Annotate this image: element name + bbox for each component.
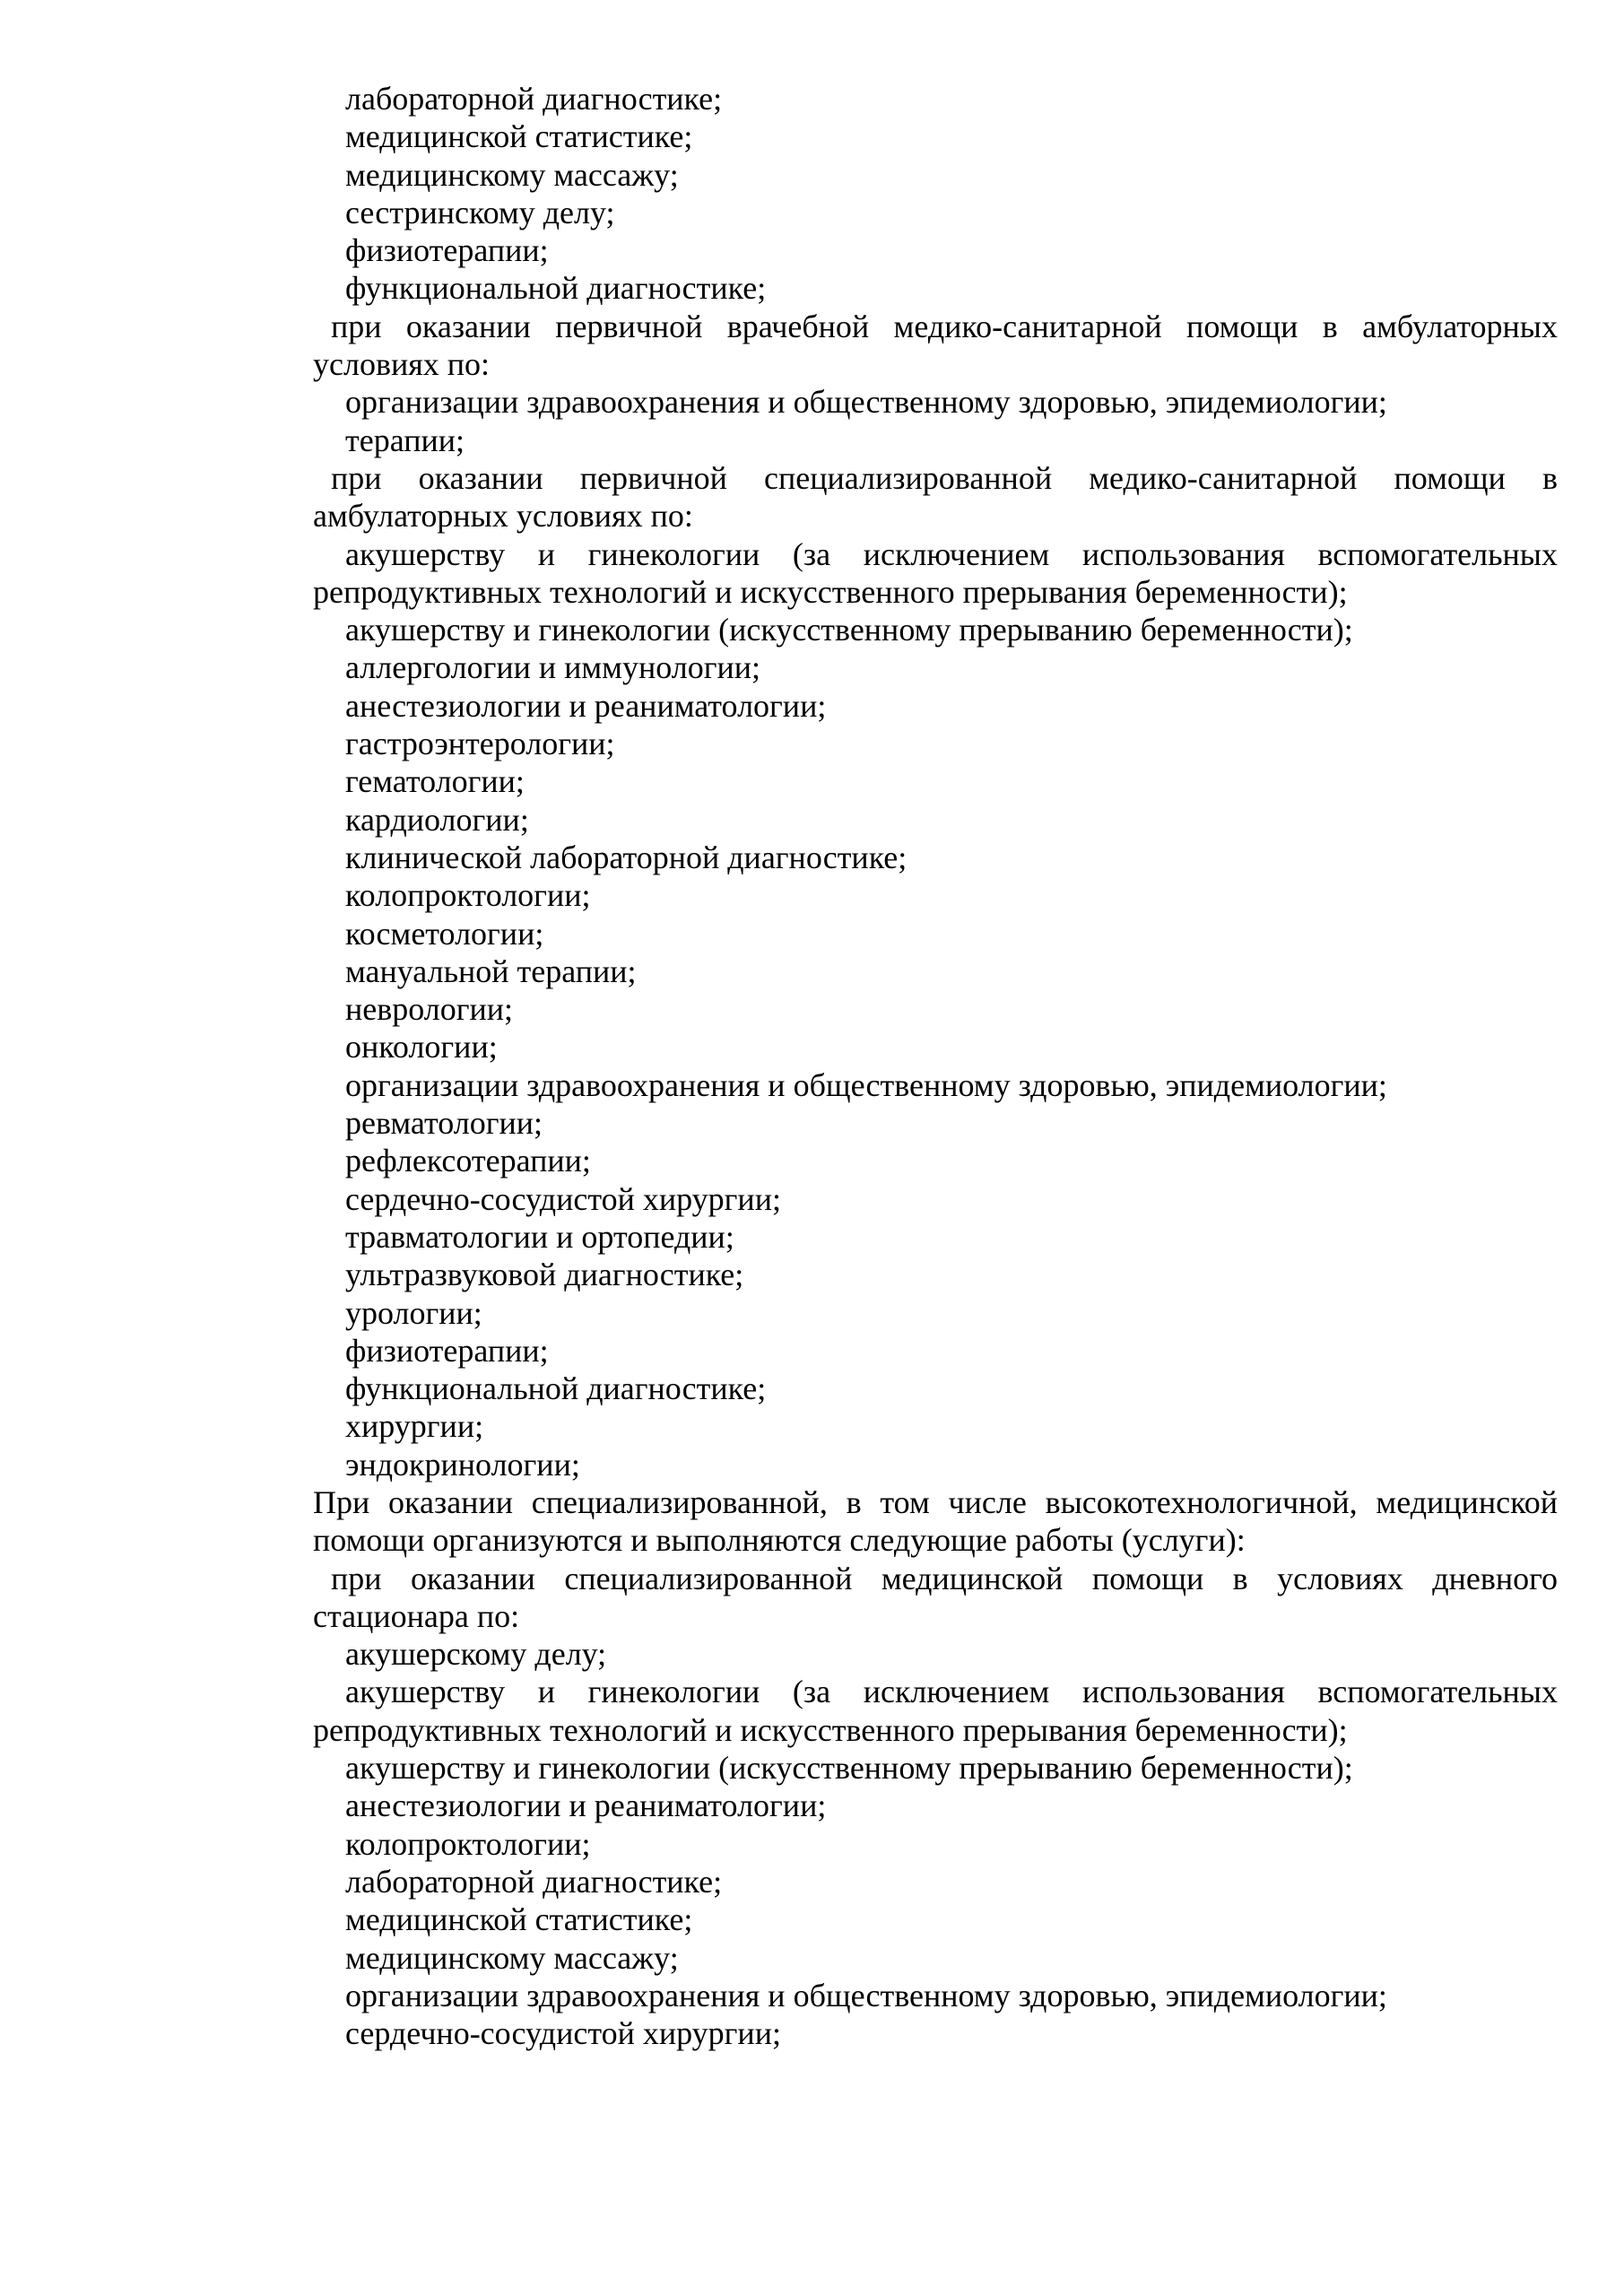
list-item: медицинскому массажу; — [345, 1939, 679, 1976]
section-heading-cont: стационара по: — [313, 1597, 520, 1634]
list-item: косметологии; — [345, 915, 544, 952]
list-item: лабораторной диагностике; — [345, 1863, 723, 1900]
list-item: аллергологии и иммунологии; — [345, 649, 761, 686]
list-item: неврологии; — [345, 991, 514, 1028]
list-item: мануальной терапии; — [345, 952, 637, 989]
list-item: урологии; — [345, 1294, 482, 1331]
section-heading: при оказании первичной специализированной медико-санитарной помощи в — [331, 459, 1558, 496]
list-item: сестринскому делу; — [345, 194, 615, 230]
list-item: лабораторной диагностике; — [345, 81, 723, 117]
list-item: гастроэнтерологии; — [345, 726, 615, 762]
list-item: функциональной диагностике; — [345, 1370, 767, 1407]
list-item: акушерству и гинекологии (искусственному прерыванию беременности); — [345, 612, 1353, 648]
list-item: колопроктологии; — [345, 1825, 591, 1862]
list-item: анестезиологии и реаниматологии; — [345, 687, 827, 724]
list-item: организации здравоохранения и общественному здоровью, эпидемиологии; — [345, 384, 1387, 421]
list-item: терапии; — [345, 422, 465, 458]
paragraph: При оказании специализированной, в том числе высокотехнологичной, медицинской — [313, 1483, 1558, 1520]
list-item: рефлексотерапии; — [345, 1143, 591, 1179]
list-item: акушерству и гинекологии (за исключением использования вспомогательных — [345, 1674, 1558, 1710]
list-item: акушерству и гинекологии (искусственному прерыванию беременности); — [345, 1750, 1353, 1787]
paragraph-cont: помощи организуются и выполняются следующие работы (услуги): — [313, 1522, 1246, 1559]
list-item: медицинской статистике; — [345, 1901, 693, 1938]
list-item: сердечно-сосудистой хирургии; — [345, 2015, 781, 2052]
list-item: функциональной диагностике; — [345, 270, 767, 307]
list-item: акушерскому делу; — [345, 1636, 607, 1673]
list-item: физиотерапии; — [345, 1332, 549, 1369]
list-item: гематологии; — [345, 763, 525, 800]
list-item: анестезиологии и реаниматологии; — [345, 1787, 827, 1824]
list-item: сердечно-сосудистой хирургии; — [345, 1180, 781, 1217]
list-item: медицинской статистике; — [345, 118, 693, 155]
list-item: эндокринологии; — [345, 1446, 580, 1483]
list-item: колопроктологии; — [345, 877, 591, 914]
list-item: медицинскому массажу; — [345, 156, 679, 193]
section-heading-cont: амбулаторных условиях по: — [313, 498, 693, 535]
list-item-cont: репродуктивных технологий и искусственного прерывания беременности); — [313, 573, 1348, 610]
list-item: клинической лабораторной диагностике; — [345, 839, 908, 875]
section-heading: при оказании специализированной медицинской помощи в условиях дневного — [331, 1560, 1558, 1596]
list-item: травматологии и ортопедии; — [345, 1218, 734, 1255]
list-item: онкологии; — [345, 1029, 498, 1065]
document-page — [313, 80, 1558, 2052]
list-item-cont: репродуктивных технологий и искусственного прерывания беременности); — [313, 1711, 1348, 1748]
list-item: организации здравоохранения и общественному здоровью, эпидемиологии; — [345, 1977, 1387, 2013]
list-item: физиотерапии; — [345, 232, 549, 269]
section-heading-cont: условиях по: — [313, 346, 491, 383]
list-item: хирургии; — [345, 1408, 484, 1445]
list-item: организации здравоохранения и общественному здоровью, эпидемиологии; — [345, 1066, 1387, 1103]
list-item: акушерству и гинекологии (за исключением использования вспомогательных — [345, 535, 1558, 572]
list-item: ревматологии; — [345, 1105, 543, 1142]
list-item: кардиологии; — [345, 801, 529, 838]
section-heading: при оказании первичной врачебной медико-санитарной помощи в амбулаторных — [331, 308, 1558, 344]
list-item: ультразвуковой диагностике; — [345, 1257, 744, 1293]
